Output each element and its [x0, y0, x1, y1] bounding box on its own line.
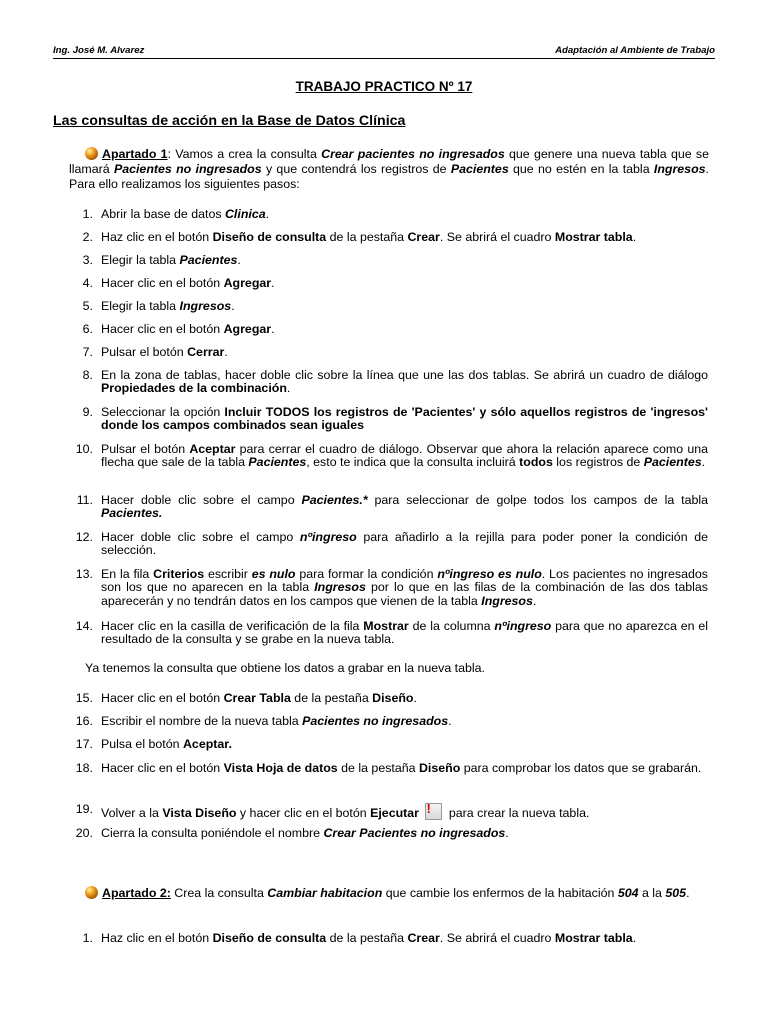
- list-item-text: Hacer doble clic sobre el campo nºingreso para añadirlo a la rejilla para poder poner la condición de selección.: [101, 530, 708, 558]
- intermediate-note: Ya tenemos la consulta que obtiene los datos a grabar en la nueva tabla.: [85, 661, 485, 675]
- list-item-text: Elegir la tabla Ingresos.: [101, 299, 235, 313]
- run-icon: [425, 803, 442, 820]
- list-item-number: 11.: [76, 493, 93, 507]
- list-item-text: Haz clic en el botón Diseño de consulta de la pestaña Crear. Se abrirá el cuadro Mostrar tabla.: [101, 230, 637, 244]
- list-item-number: 6.: [82, 322, 93, 336]
- list-item-text: En la fila Criterios escribir es nulo para formar la condición nºingreso es nulo. Los pacientes no ingresados son los que no aparecen en la tabla Ingresos por lo que en las filas de la combinación de las dos tablas aparecerán y no tendrán datos en los campos que vienen de la tabla Ingresos.: [101, 567, 708, 608]
- list-item-text: Elegir la tabla Pacientes.: [101, 253, 241, 267]
- list-item-text: En la zona de tablas, hacer doble clic sobre la línea que une las dos tablas. Se abrirá un cuadro de diálogo Propiedades de la combinación.: [101, 368, 708, 396]
- list-item-number: 1.: [82, 207, 93, 221]
- header-course: Adaptación al Ambiente de Trabajo: [555, 45, 715, 56]
- list-item-number: 16.: [75, 714, 93, 728]
- list-item-text: Volver a la Vista Diseño y hacer clic en el botón Ejecutar ! para crear la nueva tabla.: [101, 803, 708, 820]
- list-item-number: 18.: [75, 761, 93, 775]
- header-author: Ing. José M. Alvarez: [53, 45, 145, 56]
- list-item-text: Seleccionar la opción Incluir TODOS los registros de 'Pacientes' y sólo aquellos registros de 'ingresos' donde los campos combinados sean iguales: [101, 405, 708, 433]
- list-item-number: 12.: [75, 530, 93, 544]
- list-item-text: Hacer doble clic sobre el campo Pacientes.* para seleccionar de golpe todos los campos de la tabla Pacientes.: [101, 493, 709, 521]
- list-item-text: Cierra la consulta poniéndole el nombre Crear Pacientes no ingresados.: [101, 826, 509, 840]
- apartado2-intro: [69, 886, 709, 901]
- list-item-text: Pulsar el botón Cerrar.: [101, 345, 228, 359]
- list-item-number: 5.: [82, 299, 93, 313]
- apartado1-label: Apartado 1: [102, 147, 168, 161]
- list-item-text: Pulsa el botón Aceptar.: [101, 737, 232, 751]
- list-item-number: 15.: [75, 691, 93, 705]
- list-item-number: 4.: [82, 276, 93, 290]
- list-item-number: 17.: [75, 737, 93, 751]
- apartado2-label: Apartado 2:: [102, 886, 171, 900]
- list-item-number: 13.: [75, 567, 93, 581]
- list-item-number: 2.: [82, 230, 93, 244]
- list-item-text: Hacer clic en la casilla de verificación de la fila Mostrar de la columna nºingreso para que no aparezca en el resultado de la consulta y se grabe en la nueva tabla.: [101, 619, 708, 647]
- list-item-text: Haz clic en el botón Diseño de consulta de la pestaña Crear. Se abrirá el cuadro Mostrar tabla.: [101, 931, 637, 945]
- apartado2-text: Crea la consulta Cambiar habitacion que cambie los enfermos de la habitación 504 a la 505.: [170, 886, 690, 900]
- list-item-text: Hacer clic en el botón Crear Tabla de la pestaña Diseño.: [101, 691, 417, 705]
- apartado1-text: : Vamos a crea la consulta Crear pacientes no ingresados que genere una nueva tabla que se llamará Pacientes no ingresados y que contendrá los registros de Pacientes que no estén en la tabla Ingresos. Para ello realizamos los siguientes pasos:: [69, 147, 710, 192]
- list-item-text: Escribir el nombre de la nueva tabla Pacientes no ingresados.: [101, 714, 452, 728]
- document-subtitle: Las consultas de acción en la Base de Datos Clínica: [53, 113, 406, 129]
- list-item-number: 7.: [82, 345, 93, 359]
- list-item-number: 10.: [75, 442, 93, 456]
- list-item-text: Hacer clic en el botón Vista Hoja de datos de la pestaña Diseño para comprobar los datos que se grabarán.: [101, 761, 702, 775]
- list-item-number: 1.: [82, 931, 93, 945]
- list-item-text: Abrir la base de datos Clinica.: [101, 207, 270, 221]
- list-item-number: 9.: [82, 405, 93, 419]
- header-divider: [53, 58, 715, 59]
- orange-bullet-icon: [85, 886, 98, 899]
- list-item-number: 19.: [75, 802, 93, 816]
- list-item-number: 20.: [75, 826, 93, 840]
- list-item-text: Hacer clic en el botón Agregar.: [101, 276, 275, 290]
- document-title: TRABAJO PRACTICO Nº 17: [295, 79, 473, 94]
- list-item-text: Hacer clic en el botón Agregar.: [101, 322, 275, 336]
- orange-bullet-icon: [85, 147, 98, 160]
- list-item-number: 14.: [75, 619, 93, 633]
- list-item-number: 3.: [82, 253, 93, 267]
- list-item-text: Pulsar el botón Aceptar para cerrar el cuadro de diálogo. Observar que ahora la relación aparece como una flecha que sale de la tabla Pacientes, esto te indica que la consulta incluirá todos los registros de Pacientes.: [101, 442, 708, 470]
- apartado1-intro: [69, 147, 709, 193]
- list-item-number: 8.: [82, 368, 93, 382]
